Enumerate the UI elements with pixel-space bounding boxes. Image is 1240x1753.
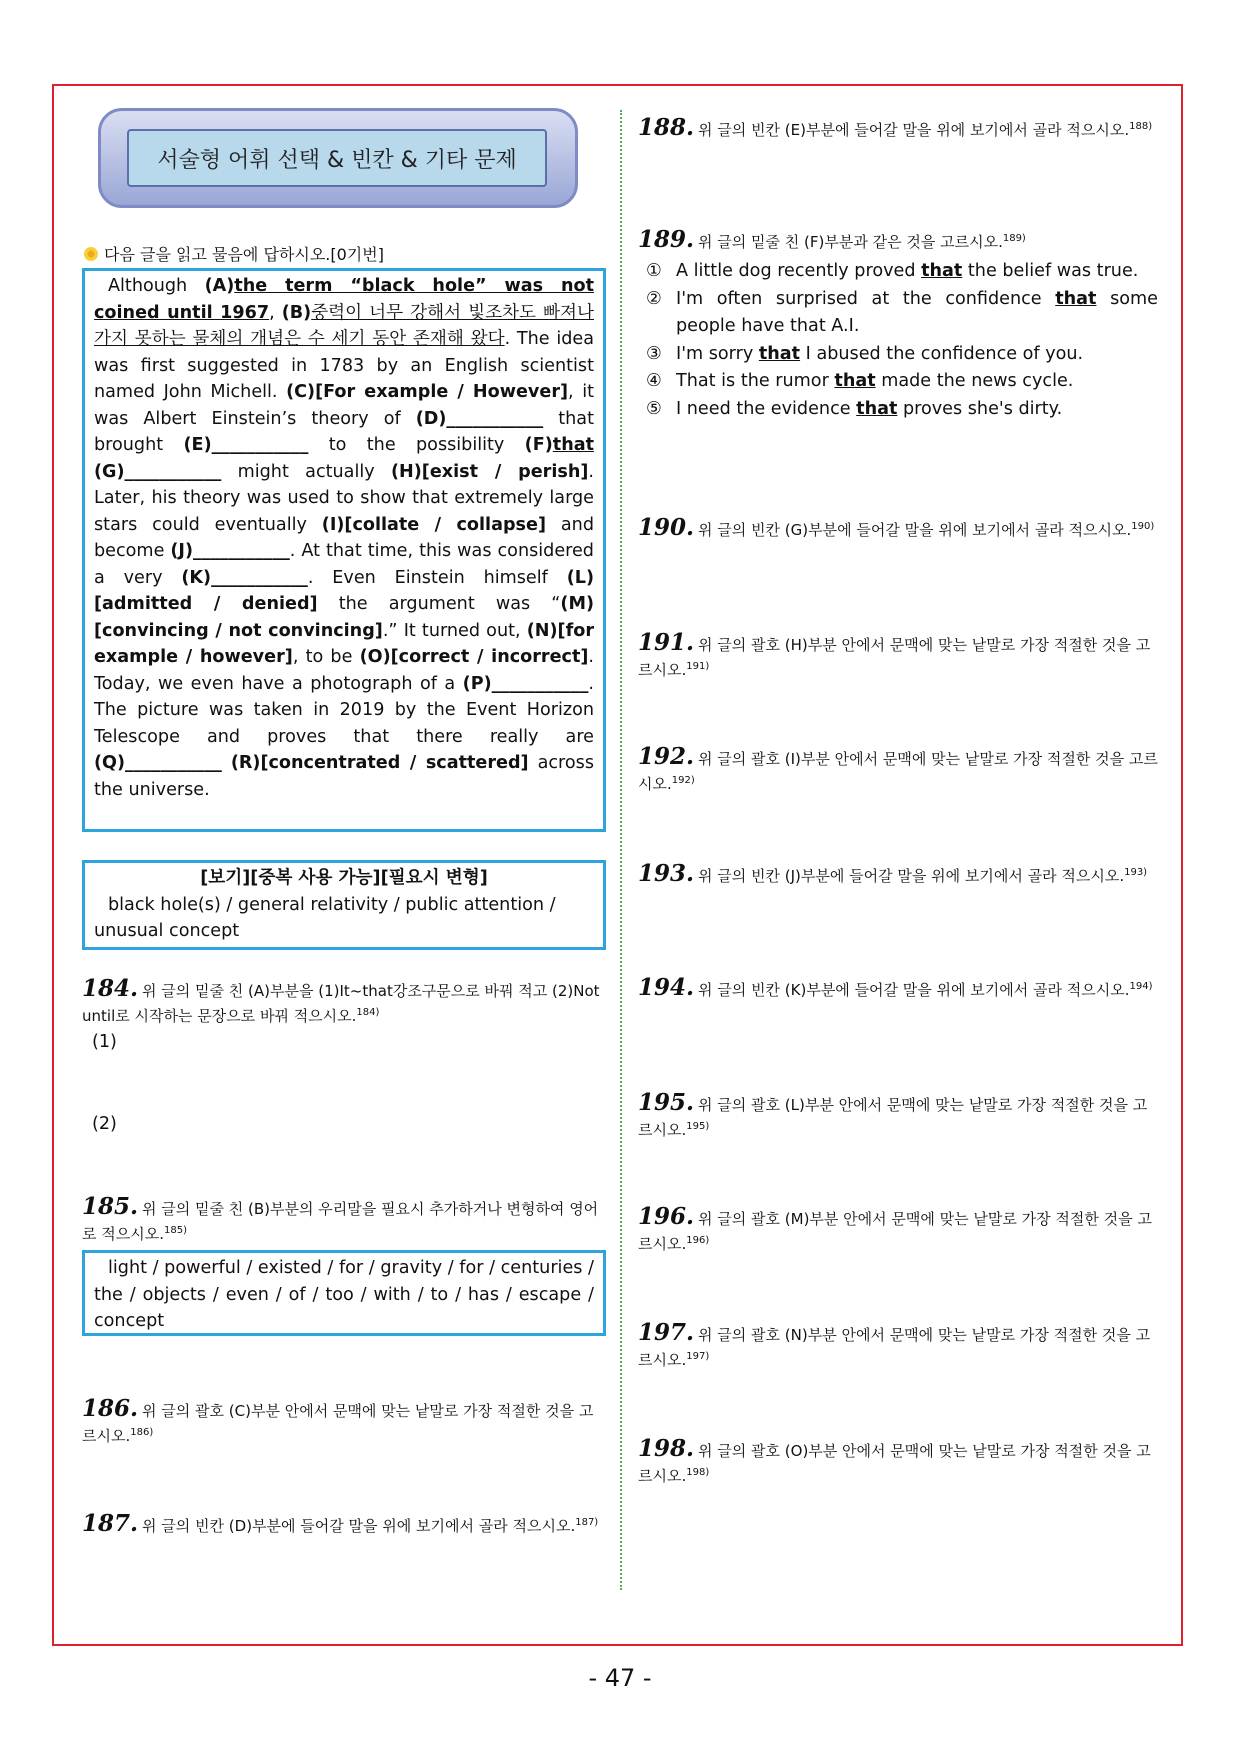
option-5[interactable]: ⑤ I need the evidence that proves she's dirty. <box>646 398 1063 419</box>
bogi-box <box>82 860 606 950</box>
question-184: 184. 위 글의 밑줄 친 (A)부분을 (1)It~that강조구문으로 바꿔 적고 (2)Not until로 시작하는 문장으로 바꿔 적으시오.$^{184)}$ <box>82 975 600 1025</box>
question-192: 192. 위 글의 괄호 (I)부분 안에서 문맥에 맞는 낱말로 가장 적절한 것을 고르시오.$^{192)}$ <box>638 743 1158 793</box>
question-194: 194. 위 글의 빈칸 (K)부분에 들어갈 말을 위에 보기에서 골라 적으시오.$^{194)}$ <box>638 974 1153 1001</box>
option-2[interactable]: ② I'm often surprised at the confidence that some people have that A.I. <box>646 288 1158 336</box>
reading-passage: Although (A)the term “black hole” was not coined until 1967, (B)중력이 너무 강해서 빛조차도 빠져나가지 못하는 물체의 개념은 수 세기 동안 존재해 왔다. The idea was first suggested in 1783 by an English scientist named John Michell. (C)[For example / However], it was Albert Einstein’s theory of (D)___________ that brought (E)___________ to the possibility (F)that (G)___________ might actually (H)[exist / perish]. Later, his theory was used to show that extremely large stars could eventually (I)[collate / collapse] and become (J)___________. At that time, this was considered a very (K)___________. Even Einstein himself (L)[admitted / denied] the argument was “(M)[convincing / not convincing].” It turned out, (N)[for example / however], to be (O)[correct / incorrect]. Today, we even have a photograph of a (P)___________. The picture was taken in 2019 by the Event Horizon Telescope and proves that there really are (Q)___________ (R)[concentrated / scattered] across the universe. <box>82 268 606 832</box>
instruction-text: 다음 글을 읽고 물음에 답하시오.[0기번] <box>104 245 384 264</box>
page-number: - 47 - <box>588 1664 652 1692</box>
title-banner <box>98 108 578 208</box>
answer-label-1: (1) <box>92 1032 117 1052</box>
answer-label-2: (2) <box>92 1114 117 1134</box>
bogi-words: black hole(s) / general relativity / public attention / unusual concept <box>94 894 556 941</box>
answer-options <box>646 258 1158 423</box>
question-185: 185. 위 글의 밑줄 친 (B)부분의 우리말을 필요시 추가하거나 변형하여 영어로 적으시오.$^{185)}$ <box>82 1193 599 1243</box>
word-bank: light / powerful / existed / for / gravity / for / centuries / the / objects / even / of / too / with / to / has / escape / concept <box>94 1258 594 1331</box>
flower-icon <box>84 247 98 261</box>
question-195: 195. 위 글의 괄호 (L)부분 안에서 문맥에 맞는 낱말로 가장 적절한 것을 고르시오.$^{195)}$ <box>638 1089 1148 1139</box>
column-divider <box>620 110 622 1590</box>
question-197: 197. 위 글의 괄호 (N)부분 안에서 문맥에 맞는 낱말로 가장 적절한 것을 고르시오.$^{197)}$ <box>638 1319 1151 1369</box>
question-193: 193. 위 글의 빈칸 (J)부분에 들어갈 말을 위에 보기에서 골라 적으시오.$^{193)}$ <box>638 860 1148 887</box>
option-4[interactable]: ④ That is the rumor that made the news cycle. <box>646 371 1074 391</box>
word-bank-box <box>82 1250 606 1336</box>
question-190: 190. 위 글의 빈칸 (G)부분에 들어갈 말을 위에 보기에서 골라 적으시오.$^{190)}$ <box>638 514 1155 541</box>
instruction <box>84 242 384 265</box>
section-title: 서술형 어휘 선택 & 빈칸 & 기타 문제 <box>127 129 547 187</box>
question-198: 198. 위 글의 괄호 (O)부분 안에서 문맥에 맞는 낱말로 가장 적절한 것을 고르시오.$^{198)}$ <box>638 1435 1151 1485</box>
question-187: 187. 위 글의 빈칸 (D)부분에 들어갈 말을 위에 보기에서 골라 적으시오.$^{187)}$ <box>82 1510 599 1537</box>
question-188: 188. 위 글의 빈칸 (E)부분에 들어갈 말을 위에 보기에서 골라 적으시오.$^{188)}$ <box>638 114 1153 141</box>
question-191: 191. 위 글의 괄호 (H)부분 안에서 문맥에 맞는 낱말로 가장 적절한 것을 고르시오.$^{191)}$ <box>638 629 1151 679</box>
option-1[interactable]: ① A little dog recently proved that the belief was true. <box>646 261 1139 281</box>
question-189: 189. 위 글의 밑줄 친 (F)부분과 같은 것을 고르시오.$^{189)}$ <box>638 226 1026 253</box>
bogi-header: [보기][중복 사용 가능][필요시 변형] <box>200 868 488 888</box>
question-186: 186. 위 글의 괄호 (C)부분 안에서 문맥에 맞는 낱말로 가장 적절한 것을 고르시오.$^{186)}$ <box>82 1395 594 1445</box>
option-3[interactable]: ③ I'm sorry that I abused the confidence of you. <box>646 343 1084 364</box>
question-196: 196. 위 글의 괄호 (M)부분 안에서 문맥에 맞는 낱말로 가장 적절한 것을 고르시오.$^{196)}$ <box>638 1203 1152 1253</box>
